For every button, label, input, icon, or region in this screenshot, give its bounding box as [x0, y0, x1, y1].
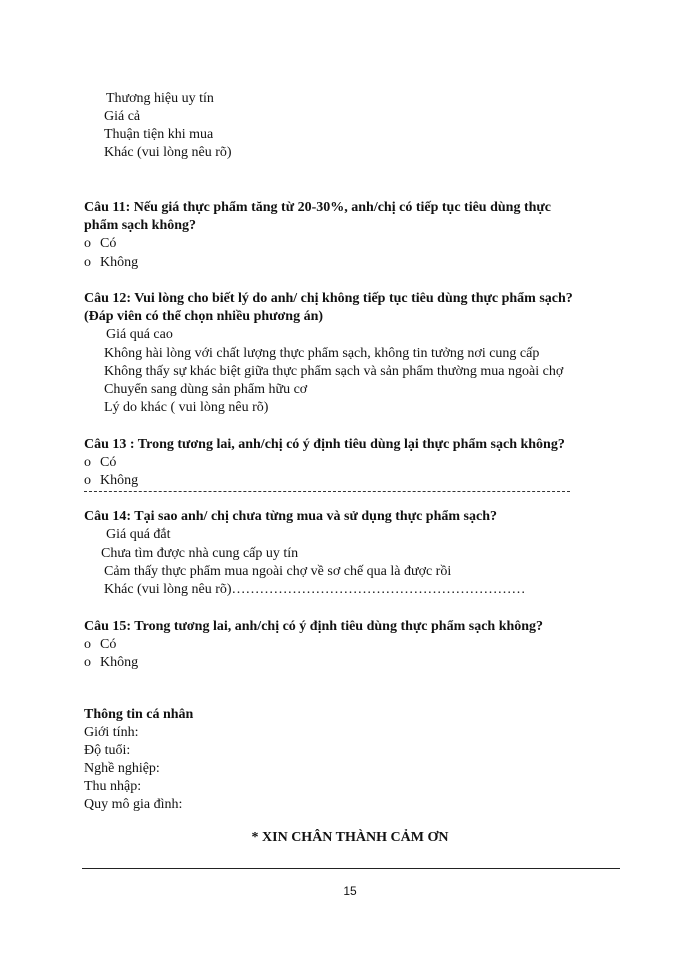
option-label: Có — [100, 637, 117, 652]
field-income: Thu nhập: — [84, 779, 142, 794]
q13-title: Câu 13 : Trong tương lai, anh/chị có ý định tiêu dùng lại thực phẩm sạch không? — [84, 437, 565, 452]
option-label: Không — [100, 655, 139, 670]
option-label: Có — [100, 455, 117, 470]
q14-option-3: Cảm thấy thực phẩm mua ngoài chợ về sơ chế qua là được rồi — [104, 564, 452, 579]
personal-info-heading: Thông tin cá nhân — [84, 707, 194, 722]
q14-option-2: Chưa tìm được nhà cung cấp uy tín — [101, 546, 299, 561]
q11-title-line2: phẩm sạch không? — [84, 218, 197, 233]
q12-option-1: Giá quá cao — [106, 327, 173, 342]
q12-title-line2: (Đáp viên có thể chọn nhiều phương án) — [84, 309, 324, 324]
q12-option-3: Không thấy sự khác biệt giữa thực phẩm sạch và sản phẩm thường mua ngoài chợ — [104, 364, 564, 379]
field-gender: Giới tính: — [84, 725, 139, 740]
q13-option-1[interactable] — [84, 454, 116, 472]
q12-option-4: Chuyển sang dùng sản phẩm hữu cơ — [104, 382, 308, 397]
field-family-size: Quy mô gia đình: — [84, 797, 183, 812]
q12-title-line1: Câu 12: Vui lòng cho biết lý do anh/ chị không tiếp tục tiêu dùng thực phẩm sạch? — [84, 291, 573, 306]
field-age: Độ tuổi: — [84, 743, 131, 758]
section-divider — [84, 491, 570, 492]
option-label: Có — [100, 236, 117, 251]
q11-option-2[interactable] — [84, 254, 138, 272]
q15-option-1[interactable] — [84, 636, 116, 654]
q14-option-1: Giá quá đắt — [106, 527, 171, 542]
page-number: 15 — [343, 884, 357, 898]
q13-option-2[interactable] — [84, 472, 138, 490]
field-occupation: Nghề nghiệp: — [84, 761, 160, 776]
q11-title-line1: Câu 11: Nếu giá thực phẩm tăng từ 20-30%, anh/chị có tiếp tục tiêu dùng thực — [84, 200, 552, 215]
bullet-icon: o — [84, 255, 91, 270]
bullet-icon: o — [84, 473, 91, 488]
q11-option-1[interactable] — [84, 235, 116, 253]
option-label: Không — [100, 473, 139, 488]
q10-option-3: Thuận tiện khi mua — [104, 127, 214, 142]
q10-option-2: Giá cả — [104, 109, 141, 124]
q12-option-2: Không hài lòng với chất lượng thực phẩm sạch, không tin tưởng nơi cung cấp — [104, 346, 540, 361]
bullet-icon: o — [84, 655, 91, 670]
bullet-icon: o — [84, 637, 91, 652]
q14-option-4: Khác (vui lòng nêu rõ)……………………………………………………… — [104, 582, 526, 597]
q14-title: Câu 14: Tại sao anh/ chị chưa từng mua và sử dụng thực phẩm sạch? — [84, 509, 497, 524]
q15-title: Câu 15: Trong tương lai, anh/chị có ý định tiêu dùng thực phẩm sạch không? — [84, 619, 544, 634]
q15-option-2[interactable] — [84, 654, 138, 672]
q10-option-1: Thương hiệu uy tín — [106, 91, 214, 106]
bullet-icon: o — [84, 455, 91, 470]
footer-rule — [82, 868, 620, 869]
bullet-icon: o — [84, 236, 91, 251]
q10-option-4: Khác (vui lòng nêu rõ) — [104, 145, 232, 160]
q12-option-5: Lý do khác ( vui lòng nêu rõ) — [104, 400, 269, 415]
option-label: Không — [100, 255, 139, 270]
closing-thanks: * XIN CHÂN THÀNH CẢM ƠN — [251, 830, 449, 845]
